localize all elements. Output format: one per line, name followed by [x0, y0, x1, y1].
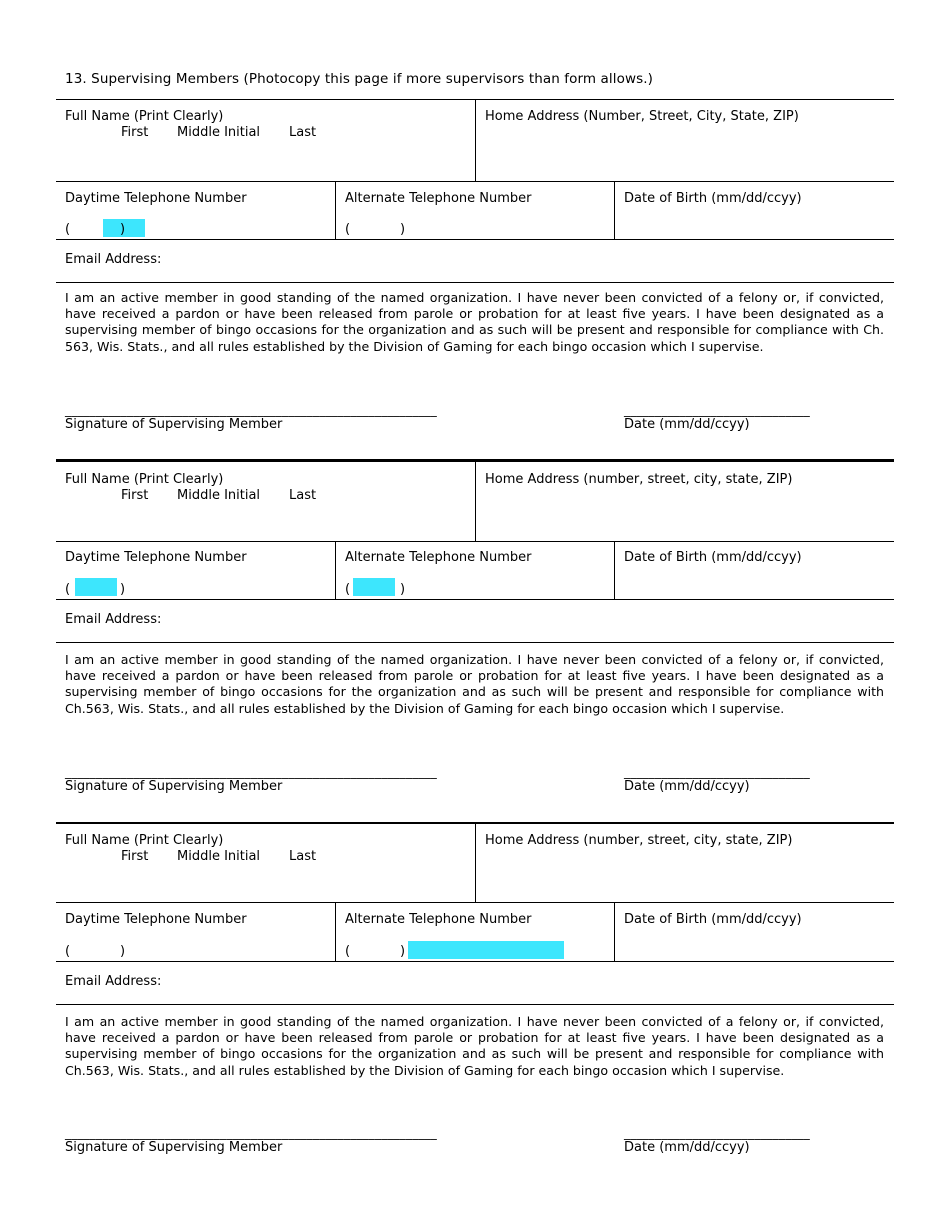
- declaration-text: I am an active member in good standing of the named organization. I have never been convicted of a felony or, if convicted, have received a pardon or have been released from parole or probation for at least five years. I have been designated as a supervising member of bingo occasions for the organization and as such will be present and responsible for compliance with Ch.563, Wis. Stats., and all rules established by the Division of Gaming for each bingo occasion which I supervise.: [65, 652, 884, 716]
- full-name-cell[interactable]: [56, 99, 476, 181]
- phone-row: [56, 541, 894, 600]
- alternate-area-code-input[interactable]: [353, 578, 395, 596]
- home-address-label: Home Address (Number, Street, City, State, ZIP): [485, 109, 799, 124]
- date-of-birth-cell[interactable]: [614, 902, 894, 961]
- area-code-open-paren: (: [65, 582, 71, 597]
- home-address-cell[interactable]: [475, 460, 894, 541]
- alternate-phone-label: Alternate Telephone Number: [345, 550, 532, 565]
- full-name-label: Full Name (Print Clearly): [65, 472, 224, 487]
- last-name-label: Last: [289, 849, 317, 864]
- area-code-close-paren: ): [120, 222, 126, 237]
- area-code-open-paren: (: [345, 582, 351, 597]
- supervisor-block-1: [56, 99, 894, 449]
- alternate-area-code-input[interactable]: [353, 219, 397, 237]
- signature-date-label: Date (mm/dd/ccyy): [624, 417, 750, 432]
- email-row[interactable]: [56, 239, 894, 283]
- supervisor-block-3: [56, 822, 894, 1172]
- area-code-close-paren: ): [120, 944, 126, 959]
- phone-row: [56, 181, 894, 240]
- middle-initial-label: Middle Initial: [177, 488, 261, 503]
- full-name-cell[interactable]: [56, 460, 476, 541]
- signature-date-label: Date (mm/dd/ccyy): [624, 1140, 750, 1155]
- daytime-phone-input[interactable]: [136, 219, 326, 237]
- first-name-label: First: [121, 488, 149, 503]
- alternate-phone-cell: [335, 541, 615, 599]
- area-code-open-paren: (: [345, 222, 351, 237]
- phone-row: [56, 902, 894, 962]
- signature-date-label: Date (mm/dd/ccyy): [624, 779, 750, 794]
- date-underline[interactable]: ______________________________: [624, 765, 810, 779]
- date-of-birth-label: Date of Birth (mm/dd/ccyy): [624, 191, 802, 206]
- alternate-phone-cell: [335, 902, 615, 961]
- home-address-cell[interactable]: [475, 99, 894, 181]
- daytime-phone-cell: [56, 541, 336, 599]
- signature-label: Signature of Supervising Member: [65, 1140, 283, 1155]
- section-title: 13. Supervising Members (Photocopy this page if more supervisors than form allows.): [65, 71, 654, 87]
- full-name-label: Full Name (Print Clearly): [65, 109, 224, 124]
- first-name-label: First: [121, 125, 149, 140]
- home-address-cell[interactable]: [475, 822, 894, 902]
- full-name-label: Full Name (Print Clearly): [65, 833, 224, 848]
- area-code-close-paren: ): [120, 582, 126, 597]
- last-name-label: Last: [289, 125, 317, 140]
- area-code-open-paren: (: [65, 944, 71, 959]
- alternate-phone-input[interactable]: [408, 219, 598, 237]
- alternate-area-code-input[interactable]: [353, 941, 397, 959]
- home-address-label: Home Address (number, street, city, state, ZIP): [485, 472, 793, 487]
- date-underline[interactable]: ______________________________: [624, 403, 810, 417]
- full-name-cell[interactable]: [56, 822, 476, 902]
- declaration-text: I am an active member in good standing of the named organization. I have never been convicted of a felony or, if convicted, have received a pardon or have been released from parole or probation for at least five years. I have been designated as a supervising member of bingo occasions for the organization and as such will be present and responsible for compliance with Ch. 563, Wis. Stats., and all rules established by the Division of Gaming for each bingo occasion which I supervise.: [65, 290, 884, 354]
- middle-initial-label: Middle Initial: [177, 849, 261, 864]
- area-code-open-paren: (: [345, 944, 351, 959]
- supervisor-block-2: [56, 460, 894, 810]
- email-label: Email Address:: [65, 252, 162, 267]
- alternate-phone-label: Alternate Telephone Number: [345, 912, 532, 927]
- daytime-phone-label: Daytime Telephone Number: [65, 191, 247, 206]
- daytime-phone-label: Daytime Telephone Number: [65, 912, 247, 927]
- date-of-birth-cell[interactable]: [614, 181, 894, 239]
- daytime-phone-label: Daytime Telephone Number: [65, 550, 247, 565]
- signature-label: Signature of Supervising Member: [65, 779, 283, 794]
- daytime-phone-cell: [56, 181, 336, 239]
- email-row[interactable]: [56, 961, 894, 1005]
- date-of-birth-label: Date of Birth (mm/dd/ccyy): [624, 550, 802, 565]
- daytime-phone-cell: [56, 902, 336, 961]
- area-code-open-paren: (: [65, 222, 71, 237]
- alternate-phone-cell: [335, 181, 615, 239]
- alternate-phone-label: Alternate Telephone Number: [345, 191, 532, 206]
- area-code-close-paren: ): [400, 582, 406, 597]
- email-label: Email Address:: [65, 974, 162, 989]
- first-name-label: First: [121, 849, 149, 864]
- name-address-row: [56, 822, 894, 903]
- date-of-birth-cell[interactable]: [614, 541, 894, 599]
- last-name-label: Last: [289, 488, 317, 503]
- signature-underline[interactable]: ____________________________________________________________: [65, 1126, 437, 1140]
- daytime-phone-input[interactable]: [128, 941, 318, 959]
- area-code-close-paren: ): [400, 222, 406, 237]
- alternate-phone-input[interactable]: [408, 941, 564, 959]
- daytime-area-code-input[interactable]: [73, 941, 117, 959]
- date-underline[interactable]: ______________________________: [624, 1126, 810, 1140]
- home-address-label: Home Address (number, street, city, state, ZIP): [485, 833, 793, 848]
- name-address-row: [56, 99, 894, 182]
- signature-underline[interactable]: ____________________________________________________________: [65, 765, 437, 779]
- email-label: Email Address:: [65, 612, 162, 627]
- email-row[interactable]: [56, 599, 894, 643]
- signature-label: Signature of Supervising Member: [65, 417, 283, 432]
- middle-initial-label: Middle Initial: [177, 125, 261, 140]
- declaration-text: I am an active member in good standing of the named organization. I have never been convicted of a felony or, if convicted, have received a pardon or have been released from parole or probation for at least five years. I have been designated as a supervising member of bingo occasions for the organization and as such will be present and responsible for compliance with Ch.563, Wis. Stats., and all rules established by the Division of Gaming for each bingo occasion which I supervise.: [65, 1014, 884, 1078]
- date-of-birth-label: Date of Birth (mm/dd/ccyy): [624, 912, 802, 927]
- daytime-area-code-input[interactable]: [75, 578, 117, 596]
- signature-underline[interactable]: ____________________________________________________________: [65, 403, 437, 417]
- area-code-close-paren: ): [400, 944, 406, 959]
- alternate-phone-input[interactable]: [408, 578, 598, 596]
- name-address-row: [56, 460, 894, 542]
- daytime-phone-input[interactable]: [128, 578, 318, 596]
